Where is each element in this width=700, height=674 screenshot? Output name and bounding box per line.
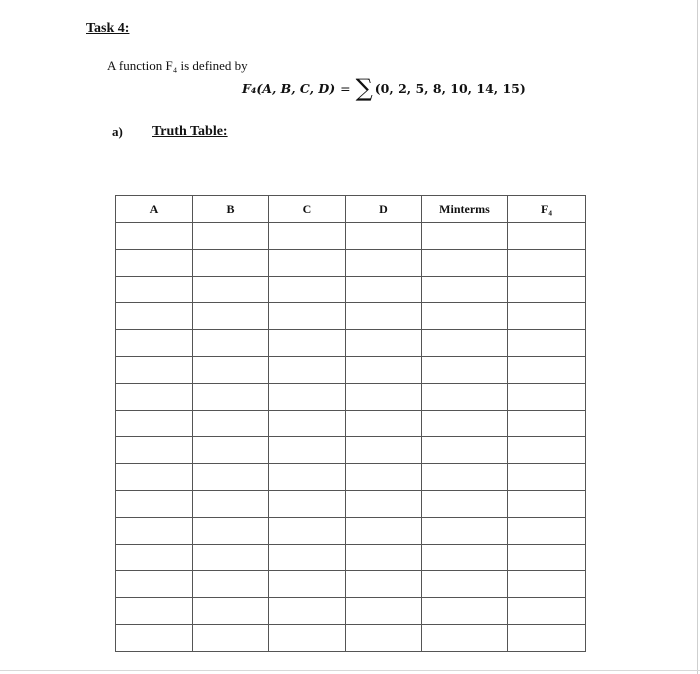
table-cell[interactable] xyxy=(269,223,346,250)
page-edge-bottom xyxy=(0,670,700,671)
table-cell[interactable] xyxy=(422,571,508,598)
table-cell[interactable] xyxy=(508,383,586,410)
table-cell[interactable] xyxy=(193,517,269,544)
page-edge-right xyxy=(697,0,698,674)
table-cell[interactable] xyxy=(193,356,269,383)
intro-text: A function F₄ is defined by xyxy=(107,58,248,73)
table-row xyxy=(116,223,586,250)
table-cell[interactable] xyxy=(193,464,269,491)
table-cell[interactable] xyxy=(269,383,346,410)
table-cell[interactable] xyxy=(422,276,508,303)
table-cell[interactable] xyxy=(346,598,422,625)
table-cell[interactable] xyxy=(116,624,193,651)
table-cell[interactable] xyxy=(422,624,508,651)
table-row xyxy=(116,464,586,491)
table-row xyxy=(116,598,586,625)
table-cell[interactable] xyxy=(193,624,269,651)
table-row xyxy=(116,624,586,651)
table-row xyxy=(116,330,586,357)
table-cell[interactable] xyxy=(508,276,586,303)
table-cell[interactable] xyxy=(116,571,193,598)
header-minterms: Minterms xyxy=(422,196,508,223)
table-row xyxy=(116,544,586,571)
table-row xyxy=(116,303,586,330)
table-cell[interactable] xyxy=(346,410,422,437)
table-cell[interactable] xyxy=(346,464,422,491)
table-cell[interactable] xyxy=(269,624,346,651)
table-cell[interactable] xyxy=(193,437,269,464)
table-cell[interactable] xyxy=(269,544,346,571)
table-cell[interactable] xyxy=(269,276,346,303)
header-a: A xyxy=(116,196,193,223)
table-cell[interactable] xyxy=(508,571,586,598)
table-cell[interactable] xyxy=(422,383,508,410)
table-cell[interactable] xyxy=(422,598,508,625)
table-row xyxy=(116,437,586,464)
table-cell[interactable] xyxy=(193,383,269,410)
table-cell[interactable] xyxy=(116,490,193,517)
table-cell[interactable] xyxy=(422,303,508,330)
function-equation xyxy=(242,76,526,100)
table-cell[interactable] xyxy=(269,598,346,625)
table-cell[interactable] xyxy=(116,544,193,571)
truth-table-header-row xyxy=(116,196,586,223)
table-row xyxy=(116,410,586,437)
table-cell[interactable] xyxy=(193,223,269,250)
table-row xyxy=(116,356,586,383)
equation-minterms: (0, 2, 5, 8, 10, 14, 15) xyxy=(374,80,526,96)
task-title: Task 4: xyxy=(86,21,130,36)
table-cell[interactable] xyxy=(116,276,193,303)
table-cell[interactable] xyxy=(422,464,508,491)
table-cell[interactable] xyxy=(346,223,422,250)
table-cell[interactable] xyxy=(116,330,193,357)
table-cell[interactable] xyxy=(508,330,586,357)
table-cell[interactable] xyxy=(508,410,586,437)
table-cell[interactable] xyxy=(508,437,586,464)
table-cell[interactable] xyxy=(508,223,586,250)
table-cell[interactable] xyxy=(346,303,422,330)
table-cell[interactable] xyxy=(269,464,346,491)
table-cell[interactable] xyxy=(422,330,508,357)
table-cell[interactable] xyxy=(116,464,193,491)
truth-table-title: Truth Table: xyxy=(152,124,228,139)
header-b: B xyxy=(193,196,269,223)
table-cell[interactable] xyxy=(346,437,422,464)
table-cell[interactable] xyxy=(116,437,193,464)
table-row xyxy=(116,249,586,276)
table-cell[interactable] xyxy=(116,598,193,625)
header-f4: F₄ xyxy=(508,196,586,223)
table-cell[interactable] xyxy=(346,383,422,410)
table-cell[interactable] xyxy=(269,517,346,544)
table-cell[interactable] xyxy=(422,517,508,544)
table-cell[interactable] xyxy=(116,410,193,437)
table-cell[interactable] xyxy=(269,303,346,330)
table-cell[interactable] xyxy=(346,276,422,303)
table-cell[interactable] xyxy=(508,544,586,571)
table-cell[interactable] xyxy=(422,356,508,383)
part-label: a) xyxy=(112,124,123,139)
table-cell[interactable] xyxy=(193,544,269,571)
table-cell[interactable] xyxy=(269,571,346,598)
table-cell[interactable] xyxy=(116,383,193,410)
truth-table xyxy=(115,195,586,652)
table-cell[interactable] xyxy=(346,356,422,383)
header-d: D xyxy=(346,196,422,223)
table-cell[interactable] xyxy=(508,303,586,330)
table-cell[interactable] xyxy=(193,410,269,437)
table-cell[interactable] xyxy=(193,276,269,303)
table-cell[interactable] xyxy=(508,249,586,276)
table-row xyxy=(116,383,586,410)
table-row xyxy=(116,276,586,303)
table-cell[interactable] xyxy=(422,410,508,437)
table-cell[interactable] xyxy=(269,356,346,383)
table-cell[interactable] xyxy=(346,624,422,651)
table-cell[interactable] xyxy=(116,356,193,383)
table-cell[interactable] xyxy=(269,249,346,276)
table-cell[interactable] xyxy=(508,517,586,544)
table-cell[interactable] xyxy=(346,249,422,276)
table-cell[interactable] xyxy=(346,544,422,571)
header-c: C xyxy=(269,196,346,223)
table-cell[interactable] xyxy=(346,490,422,517)
table-cell[interactable] xyxy=(116,249,193,276)
table-cell[interactable] xyxy=(422,544,508,571)
table-cell[interactable] xyxy=(422,249,508,276)
table-cell[interactable] xyxy=(508,598,586,625)
table-cell[interactable] xyxy=(508,624,586,651)
table-cell[interactable] xyxy=(269,490,346,517)
table-cell[interactable] xyxy=(116,303,193,330)
table-row xyxy=(116,517,586,544)
table-cell[interactable] xyxy=(508,356,586,383)
equation-equals: = xyxy=(340,80,351,96)
table-cell[interactable] xyxy=(193,571,269,598)
table-cell[interactable] xyxy=(346,330,422,357)
table-cell[interactable] xyxy=(193,490,269,517)
table-cell[interactable] xyxy=(193,330,269,357)
table-cell[interactable] xyxy=(508,464,586,491)
table-cell[interactable] xyxy=(269,410,346,437)
table-cell[interactable] xyxy=(422,490,508,517)
table-cell[interactable] xyxy=(269,330,346,357)
table-cell[interactable] xyxy=(346,517,422,544)
table-row xyxy=(116,571,586,598)
table-cell[interactable] xyxy=(422,437,508,464)
table-cell[interactable] xyxy=(508,490,586,517)
table-cell[interactable] xyxy=(193,249,269,276)
table-cell[interactable] xyxy=(422,223,508,250)
table-cell[interactable] xyxy=(116,517,193,544)
table-cell[interactable] xyxy=(193,303,269,330)
table-row xyxy=(116,490,586,517)
table-cell[interactable] xyxy=(346,571,422,598)
table-cell[interactable] xyxy=(116,223,193,250)
table-cell[interactable] xyxy=(193,598,269,625)
equation-lhs: F₄(A, B, C, D) xyxy=(242,80,336,96)
sigma-symbol: ∑ xyxy=(355,74,373,102)
table-cell[interactable] xyxy=(269,437,346,464)
